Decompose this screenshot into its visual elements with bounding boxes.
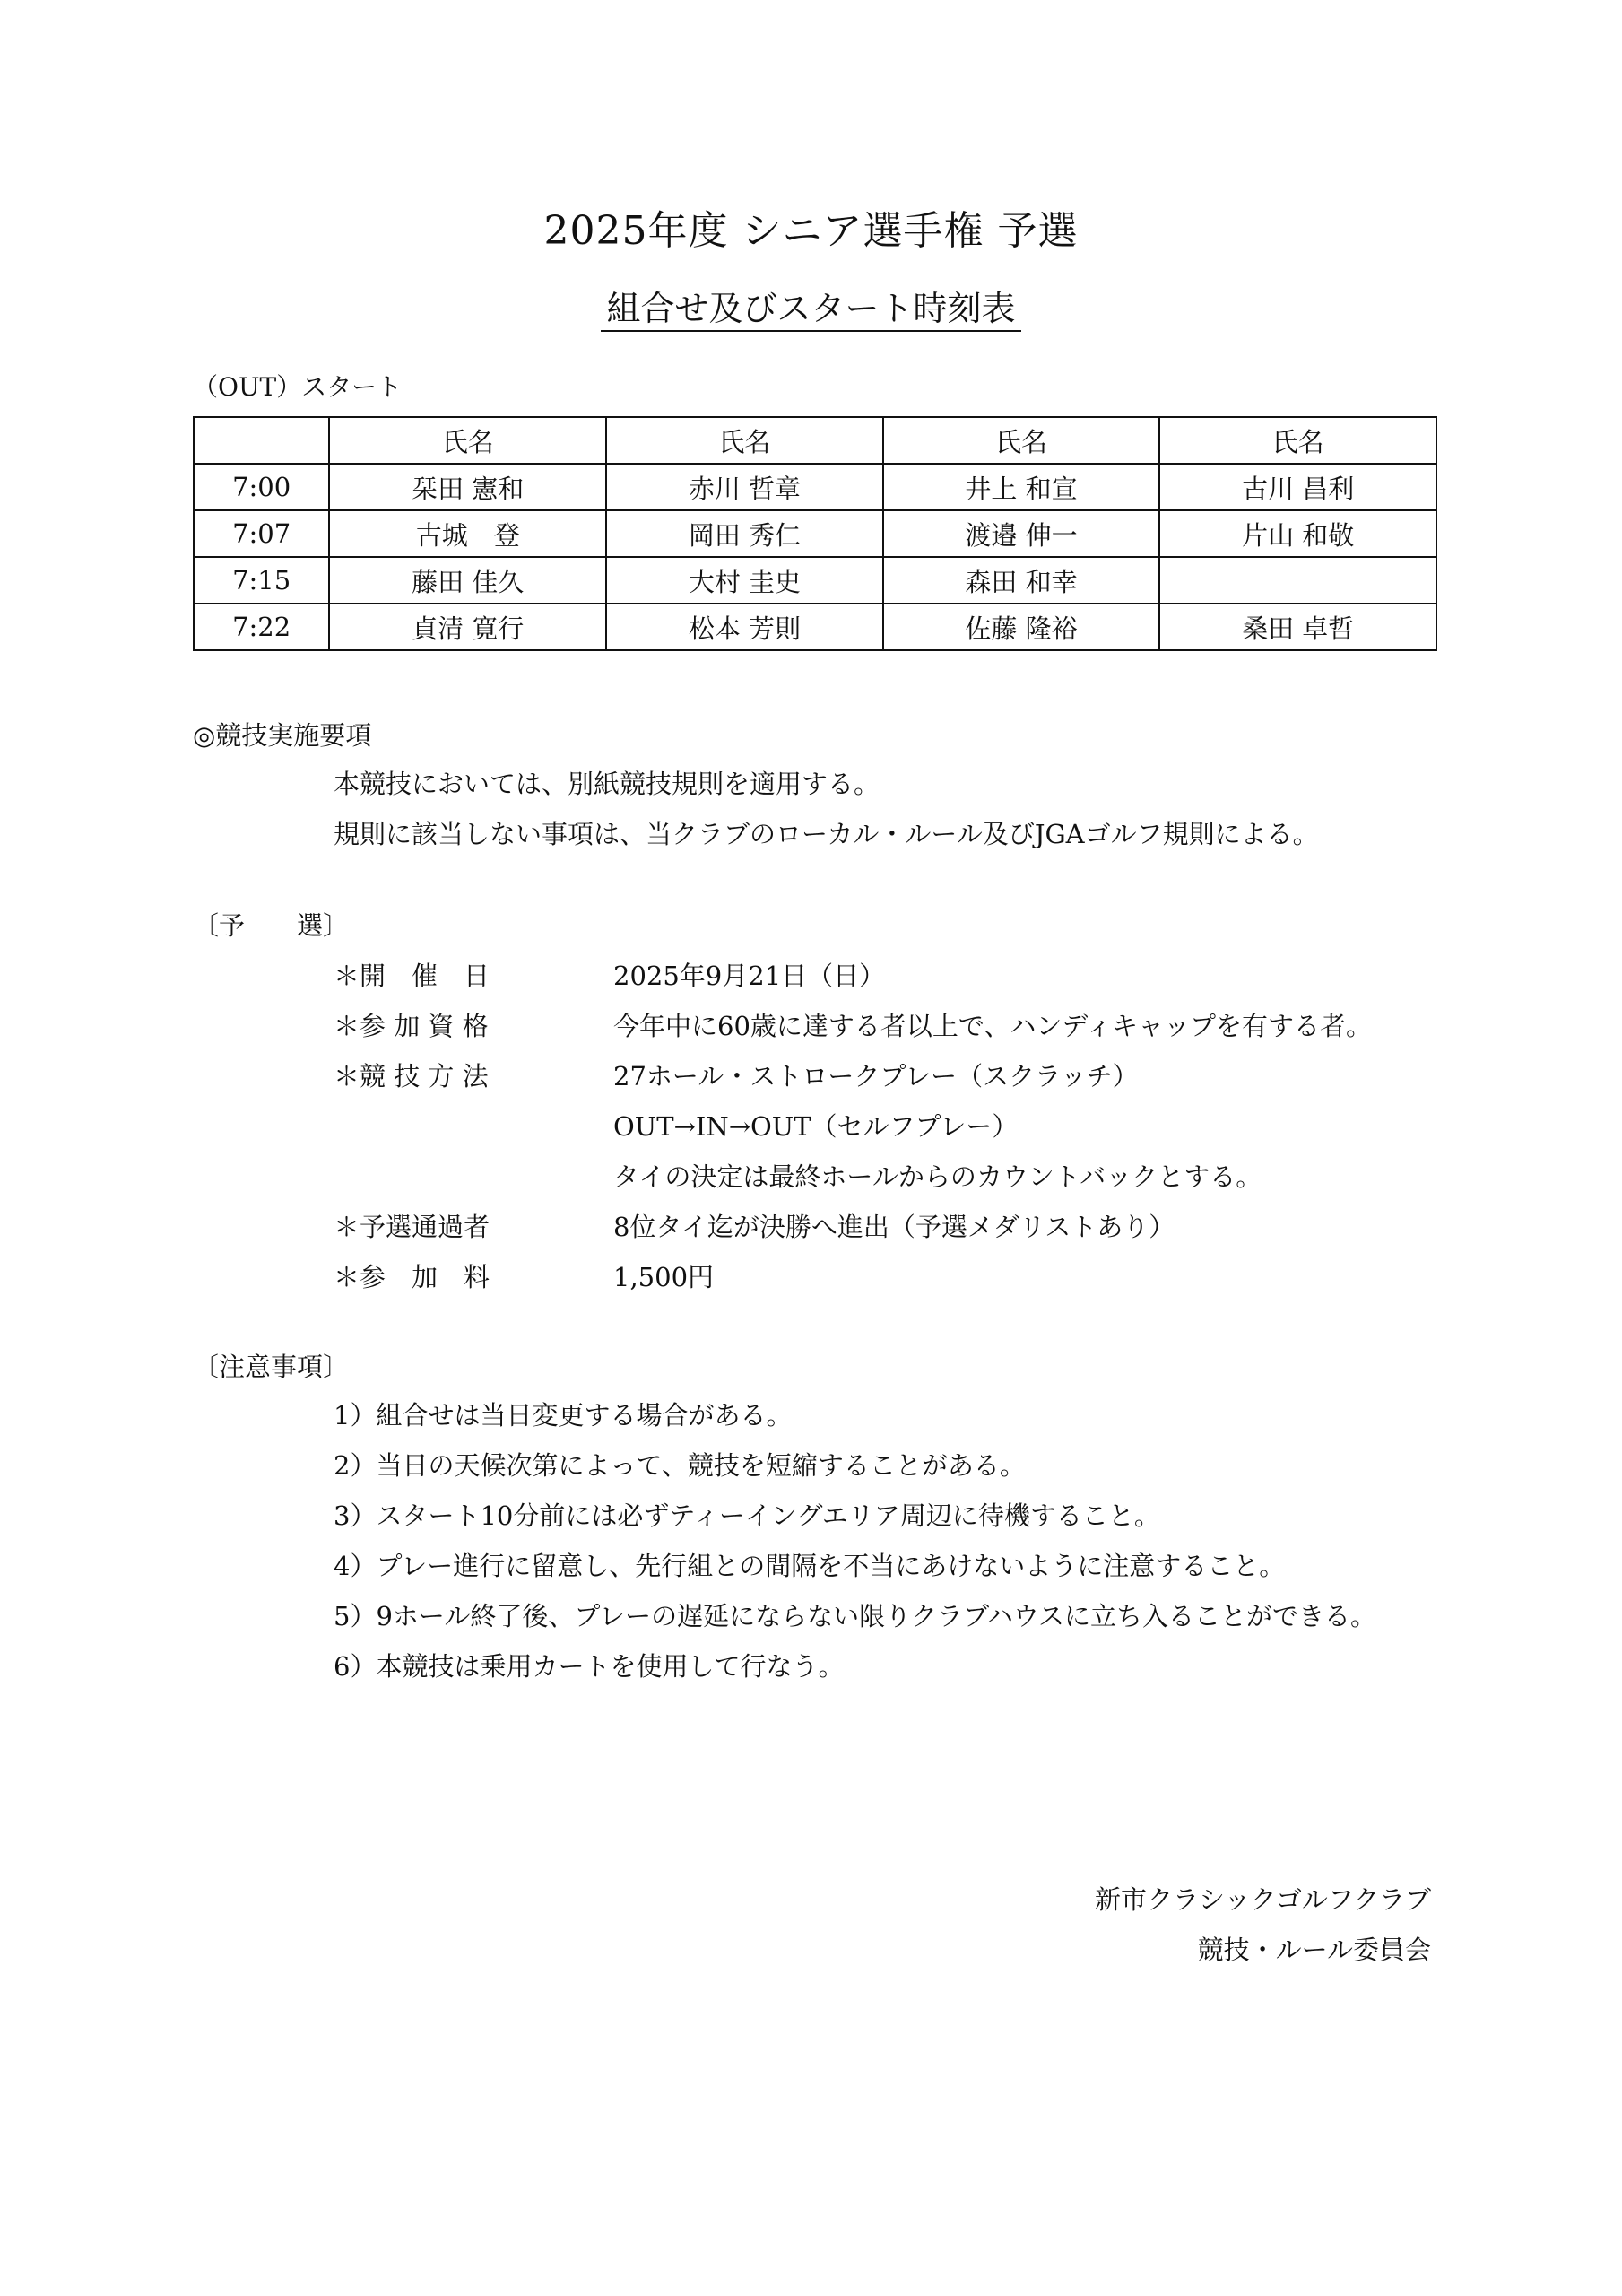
qualifier-item-value: 8位タイ迄が決勝へ進出（予選メダリストあり） bbox=[613, 1212, 1175, 1242]
rules-heading: ◎競技実施要項 bbox=[193, 720, 372, 751]
player-name-cell: 岡田 秀仁 bbox=[606, 510, 883, 557]
subtitle-text: 組合せ及びスタート時刻表 bbox=[601, 289, 1020, 332]
footer-committee-name: 競技・ルール委員会 bbox=[1197, 1935, 1431, 1965]
notes-heading: 〔注意事項〕 bbox=[193, 1352, 350, 1382]
notes-item: 4）プレー進行に留意し、先行組との間隔を不当にあけないように注意すること。 bbox=[334, 1551, 1286, 1581]
table-row bbox=[194, 557, 1436, 604]
player-name-cell: 松本 芳則 bbox=[606, 604, 883, 650]
table-row bbox=[194, 604, 1436, 650]
qualifier-item-label: ＊競 技 方 法 bbox=[334, 1061, 489, 1091]
player-name-cell: 貞清 寛行 bbox=[329, 604, 606, 650]
qualifier-heading: 〔予 選〕 bbox=[193, 910, 350, 941]
table-header-row bbox=[194, 417, 1436, 464]
player-name-cell: 渡邉 伸一 bbox=[883, 510, 1160, 557]
qualifier-item-value: 2025年9月21日（日） bbox=[613, 961, 886, 991]
table-header-time bbox=[194, 417, 329, 464]
player-name-cell: 藤田 佳久 bbox=[329, 557, 606, 604]
qualifier-item-label: ＊開 催 日 bbox=[334, 961, 490, 991]
start-time-cell: 7:15 bbox=[194, 557, 329, 604]
page-subtitle bbox=[0, 285, 1622, 332]
qualifier-item-value: 今年中に60歳に達する者以上で、ハンディキャップを有する者。 bbox=[613, 1011, 1373, 1041]
start-time-table bbox=[193, 416, 1437, 651]
player-name-cell: 大村 圭史 bbox=[606, 557, 883, 604]
notes-item: 6）本競技は乗用カートを使用して行なう。 bbox=[334, 1651, 845, 1682]
notes-item: 1）組合せは当日変更する場合がある。 bbox=[334, 1400, 793, 1431]
qualifier-item-value: 27ホール・ストロークプレー（スクラッチ） bbox=[613, 1061, 1139, 1091]
footer-club-name: 新市クラシックゴルフクラブ bbox=[1095, 1884, 1431, 1915]
start-time-cell: 7:00 bbox=[194, 464, 329, 510]
notes-item: 5）9ホール終了後、プレーの遅延にならない限りクラブハウスに立ち入ることができる。 bbox=[334, 1601, 1376, 1631]
player-name-cell: 古城 登 bbox=[329, 510, 606, 557]
rules-line: 本競技においては、別紙競技規則を適用する。 bbox=[334, 769, 880, 799]
start-time-cell: 7:22 bbox=[194, 604, 329, 650]
qualifier-item-value: OUT→IN→OUT（セルフプレー） bbox=[613, 1111, 1019, 1142]
table-header-name: 氏名 bbox=[606, 417, 883, 464]
qualifier-item-label: ＊参 加 資 格 bbox=[334, 1011, 489, 1041]
player-name-cell: 桑田 卓哲 bbox=[1159, 604, 1436, 650]
player-name-cell: 森田 和幸 bbox=[883, 557, 1160, 604]
table-row bbox=[194, 510, 1436, 557]
start-time-cell: 7:07 bbox=[194, 510, 329, 557]
player-name-cell: 佐藤 隆裕 bbox=[883, 604, 1160, 650]
notes-item: 3）スタート10分前には必ずティーイングエリア周辺に待機すること。 bbox=[334, 1500, 1160, 1531]
player-name-cell: 片山 和敬 bbox=[1159, 510, 1436, 557]
player-name-cell bbox=[1159, 557, 1436, 604]
table-caption: （OUT）スタート bbox=[193, 372, 403, 402]
table-row bbox=[194, 464, 1436, 510]
table-header-name: 氏名 bbox=[329, 417, 606, 464]
table-header-name: 氏名 bbox=[1159, 417, 1436, 464]
player-name-cell: 古川 昌利 bbox=[1159, 464, 1436, 510]
qualifier-item-label: ＊参 加 料 bbox=[334, 1262, 490, 1292]
qualifier-item-value: タイの決定は最終ホールからのカウントバックとする。 bbox=[613, 1161, 1262, 1192]
rules-line: 規則に該当しない事項は、当クラブのローカル・ルール及びJGAゴルフ規則による。 bbox=[334, 819, 1319, 849]
table-header-name: 氏名 bbox=[883, 417, 1160, 464]
page-title: 2025年度 シニア選手権 予選 bbox=[543, 208, 1079, 254]
player-name-cell: 井上 和宣 bbox=[883, 464, 1160, 510]
qualifier-item-label: ＊予選通過者 bbox=[334, 1212, 490, 1242]
player-name-cell: 赤川 哲章 bbox=[606, 464, 883, 510]
notes-item: 2）当日の天候次第によって、競技を短縮することがある。 bbox=[334, 1450, 1026, 1481]
player-name-cell: 栞田 憲和 bbox=[329, 464, 606, 510]
qualifier-item-value: 1,500円 bbox=[613, 1262, 715, 1292]
